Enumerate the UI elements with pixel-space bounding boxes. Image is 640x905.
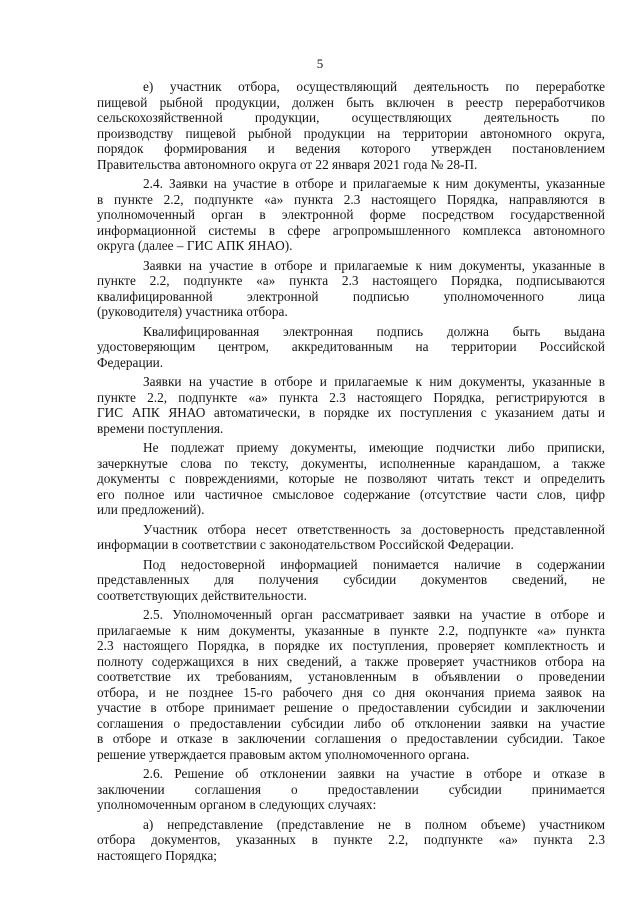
text-line: квалифицированной электронной подписью уполномоченного лица bbox=[97, 288, 605, 304]
page-number: 5 bbox=[316, 56, 324, 71]
text-line: пункте 2.2, подпункте «а» пункта 2.3 настоящего Порядка, регистрируются в bbox=[97, 389, 605, 405]
text-line: в отборе и отказе в заключении соглашения о предоставлении субсидии. Такое bbox=[97, 731, 605, 746]
text-line: полноту содержащихся в них сведений, а также проверяет участников отбора на bbox=[97, 653, 605, 669]
text-line: сельскохозяйственной продукции, осуществляющих деятельность по bbox=[97, 110, 605, 125]
text-line: представленных для получения субсидии документов сведений, не bbox=[97, 572, 605, 587]
paragraph bbox=[97, 258, 605, 320]
text-line: информации в соответствии с законодательством Российской Федерации. bbox=[97, 537, 514, 552]
text-line: пункте 2.2, подпункте «а» пункта 2.3 настоящего Порядка, подписываются bbox=[97, 273, 605, 288]
text-line: пищевой рыбной продукции, должен быть включен в реестр переработчиков bbox=[97, 94, 605, 110]
text-line: прилагаемые к ним документы, указанные в пункте 2.2, подпункте «а» пункта bbox=[97, 622, 605, 638]
text-line: уполномоченный орган в электронной форме посредством государственной bbox=[97, 207, 605, 222]
text-line: Заявки на участие в отборе и прилагаемые к ним документы, указанные в bbox=[143, 257, 605, 273]
paragraph bbox=[97, 440, 605, 518]
paragraph bbox=[97, 766, 605, 813]
paragraph bbox=[97, 374, 605, 436]
paragraph bbox=[97, 817, 605, 864]
text-line: решение утверждается правовым актом уполномоченного органа. bbox=[97, 746, 470, 762]
paragraph bbox=[97, 324, 605, 371]
text-line: настоящего Порядка; bbox=[97, 847, 217, 863]
text-line: 2.3 настоящего Порядка, в порядке их поступления, проверяет комплектность и bbox=[97, 638, 605, 653]
text-line: 2.4. Заявки на участие в отборе и прилагаемые к ним документы, указанные bbox=[143, 176, 605, 191]
document-body bbox=[97, 79, 605, 863]
text-line: соглашения о предоставлении субсидии либо об отклонении заявки на участие bbox=[97, 715, 605, 731]
text-line: соответствие их требованиям, установленным в объявлении о проведении bbox=[97, 669, 605, 684]
text-line: Заявки на участие в отборе и прилагаемые к ним документы, указанные в bbox=[143, 374, 605, 389]
text-line: (руководителя) участника отбора. bbox=[97, 304, 288, 319]
text-line: 2.6. Решение об отклонении заявки на участие в отборе и отказе в bbox=[143, 766, 605, 781]
text-line: отбора, и не позднее 15-го рабочего дня со дня окончания приема заявок на bbox=[97, 684, 605, 700]
text-line: порядок формирования и ведения которого утвержден постановлением bbox=[97, 141, 605, 156]
text-line: е) участник отбора, осуществляющий деятельность по переработке bbox=[143, 79, 605, 94]
text-line: соответствующих действительности. bbox=[97, 587, 307, 603]
text-line: ГИС АПК ЯНАО автоматически, в порядке их поступления с указанием даты и bbox=[97, 405, 605, 420]
text-line: времени поступления. bbox=[97, 420, 224, 436]
text-line: отбора документов, указанных в пункте 2.2, подпункте «а» пункта 2.3 bbox=[97, 832, 605, 847]
text-line: округа (далее – ГИС АПК ЯНАО). bbox=[97, 238, 293, 253]
text-line: Правительства автономного округа от 22 января 2021 года № 28-П. bbox=[97, 156, 478, 172]
text-line: Квалифицированная электронная подпись должна быть выдана bbox=[143, 323, 605, 339]
text-line: 2.5. Уполномоченный орган рассматривает заявки на участие в отборе и bbox=[143, 607, 605, 622]
paragraph bbox=[97, 522, 605, 553]
text-line: Федерации. bbox=[97, 354, 164, 370]
paragraph bbox=[97, 557, 605, 604]
text-line: Участник отбора несет ответственность за достоверность представленной bbox=[143, 521, 605, 537]
text-line: Под недостоверной информацией понимается наличие в содержании bbox=[143, 556, 605, 572]
paragraph bbox=[97, 79, 605, 172]
text-line: Не подлежат приему документы, имеющие подчистки либо приписки, bbox=[143, 440, 605, 455]
text-line: участие в отборе принимает решение о предоставлении субсидии и заключении bbox=[97, 700, 605, 715]
text-line: его полное или частичное смысловое содержание (отсутствие части слов, цифр bbox=[97, 486, 605, 502]
text-line: документы с повреждениями, которые не позволяют читать текст и определить bbox=[97, 471, 605, 486]
text-line: удостоверяющим центром, аккредитованным на территории Российской bbox=[97, 339, 605, 354]
text-line: или предложений). bbox=[97, 502, 205, 517]
paragraph bbox=[97, 607, 605, 762]
paragraph bbox=[97, 176, 605, 254]
text-line: производству пищевой рыбной продукции на территории автономного округа, bbox=[97, 125, 605, 141]
text-line: информационной системы в сфере агропромышленного комплекса автономного bbox=[97, 222, 605, 238]
text-line: уполномоченным органом в следующих случаях: bbox=[97, 797, 377, 812]
text-line: зачеркнутые слова по тексту, документы, исполненные карандашом, а также bbox=[97, 455, 605, 471]
text-line: а) непредставление (представление не в полном объеме) участником bbox=[143, 816, 605, 832]
text-line: заключении соглашения о предоставлении субсидии принимается bbox=[97, 781, 605, 797]
text-line: в пункте 2.2, подпункте «а» пункта 2.3 настоящего Порядка, направляются в bbox=[97, 191, 605, 207]
